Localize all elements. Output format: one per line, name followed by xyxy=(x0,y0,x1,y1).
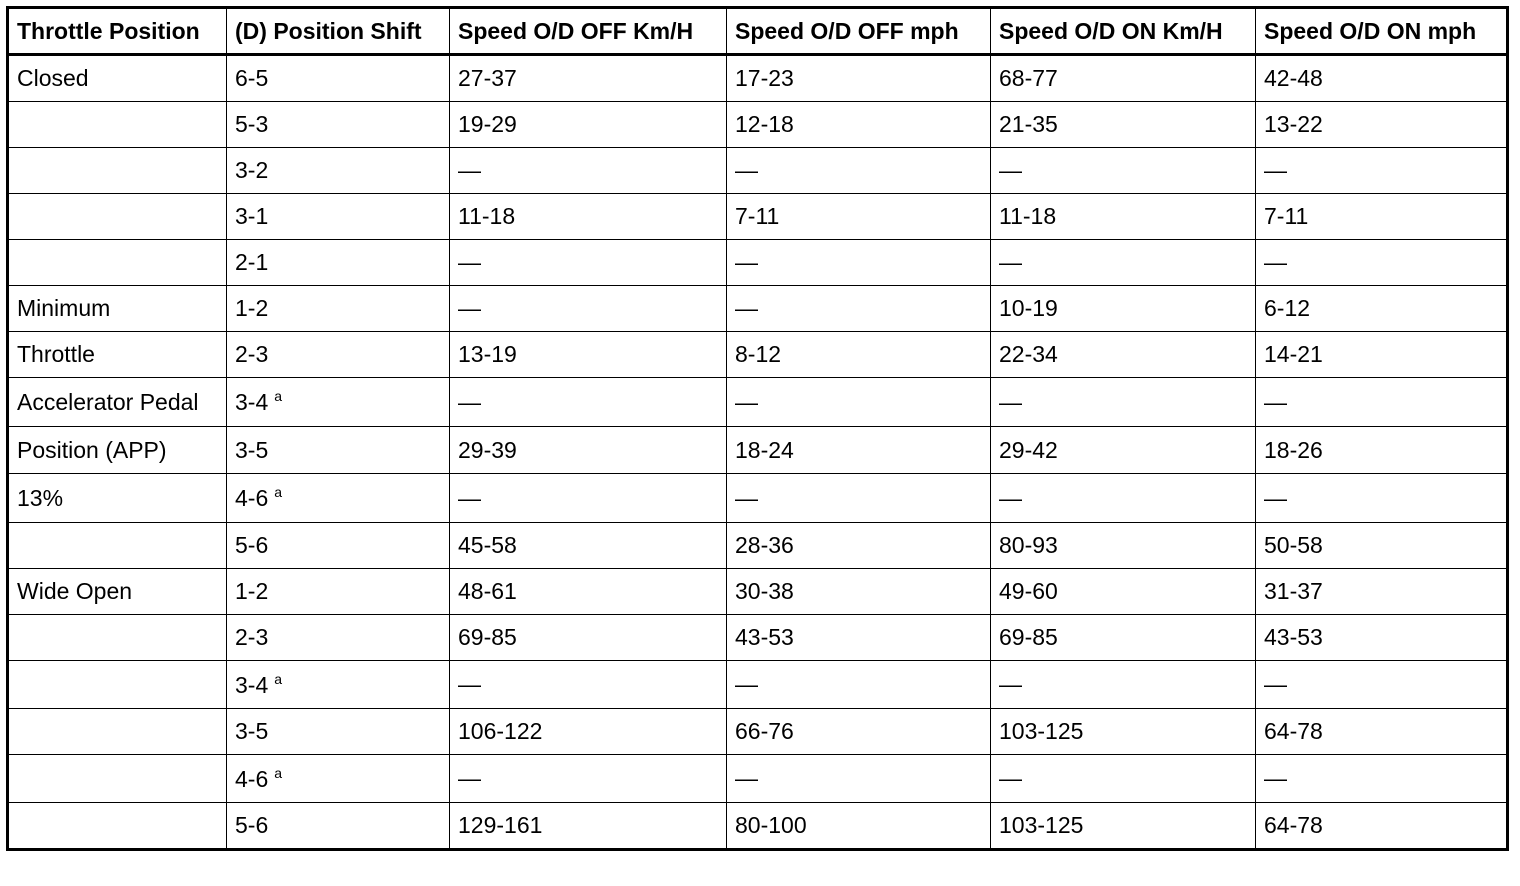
speed-off-kmh-cell: 129-161 xyxy=(450,803,727,850)
speed-off-kmh-cell: — xyxy=(450,661,727,709)
speed-on-kmh-cell: — xyxy=(991,755,1256,803)
speed-off-mph-cell: — xyxy=(727,378,991,427)
speed-off-mph-cell: — xyxy=(727,148,991,194)
speed-off-kmh-cell: — xyxy=(450,286,727,332)
speed-on-kmh-cell: 103-125 xyxy=(991,803,1256,850)
speed-off-mph-cell: 28-36 xyxy=(727,523,991,569)
throttle-cell: Accelerator Pedal xyxy=(8,378,227,427)
speed-on-mph-cell: 13-22 xyxy=(1256,102,1508,148)
speed-on-kmh-cell: 29-42 xyxy=(991,427,1256,474)
speed-off-kmh-cell: 106-122 xyxy=(450,709,727,755)
table-row xyxy=(8,55,1508,102)
throttle-cell xyxy=(8,148,227,194)
speed-off-kmh-cell: 11-18 xyxy=(450,194,727,240)
table-row xyxy=(8,240,1508,286)
speed-off-kmh-cell: — xyxy=(450,378,727,427)
shift-cell xyxy=(227,523,450,569)
throttle-cell xyxy=(8,755,227,803)
speed-on-mph-cell: — xyxy=(1256,378,1508,427)
speed-off-mph-cell: 80-100 xyxy=(727,803,991,850)
shift-value: 6-5 xyxy=(235,65,269,91)
speed-on-mph-cell: 18-26 xyxy=(1256,427,1508,474)
throttle-cell xyxy=(8,194,227,240)
table-row xyxy=(8,803,1508,850)
speed-off-mph-cell: 30-38 xyxy=(727,569,991,615)
speed-off-mph-cell: — xyxy=(727,240,991,286)
speed-off-kmh-cell: — xyxy=(450,148,727,194)
speed-on-kmh-cell: — xyxy=(991,148,1256,194)
speed-on-kmh-cell: 68-77 xyxy=(991,55,1256,102)
speed-on-kmh-cell: 69-85 xyxy=(991,615,1256,661)
table-row xyxy=(8,615,1508,661)
speed-off-kmh-cell: — xyxy=(450,755,727,803)
table-row xyxy=(8,102,1508,148)
speed-on-mph-cell: — xyxy=(1256,474,1508,523)
table-row xyxy=(8,332,1508,378)
shift-value: 3-5 xyxy=(235,718,269,744)
shift-value: 2-3 xyxy=(235,624,269,650)
speed-off-kmh-cell: 45-58 xyxy=(450,523,727,569)
table-row xyxy=(8,661,1508,709)
table-row xyxy=(8,569,1508,615)
speed-on-kmh-cell: 21-35 xyxy=(991,102,1256,148)
speed-on-mph-cell: 42-48 xyxy=(1256,55,1508,102)
shift-cell xyxy=(227,102,450,148)
speed-on-kmh-cell: 22-34 xyxy=(991,332,1256,378)
speed-on-mph-cell: — xyxy=(1256,148,1508,194)
shift-cell xyxy=(227,378,450,427)
table-row xyxy=(8,427,1508,474)
speed-off-mph-cell: 43-53 xyxy=(727,615,991,661)
speed-on-kmh-cell: 80-93 xyxy=(991,523,1256,569)
speed-on-mph-cell: 64-78 xyxy=(1256,803,1508,850)
speed-off-mph-cell: 8-12 xyxy=(727,332,991,378)
speed-on-kmh-cell: 11-18 xyxy=(991,194,1256,240)
shift-cell xyxy=(227,755,450,803)
speed-on-mph-cell: 64-78 xyxy=(1256,709,1508,755)
header-speed-od-off-mph: Speed O/D OFF mph xyxy=(727,8,991,55)
shift-value: 5-6 xyxy=(235,812,269,838)
header-position-shift: (D) Position Shift xyxy=(227,8,450,55)
throttle-cell xyxy=(8,523,227,569)
shift-cell xyxy=(227,240,450,286)
footnote-marker: a xyxy=(274,764,283,781)
table-row xyxy=(8,709,1508,755)
table-row xyxy=(8,523,1508,569)
shift-value: 3-5 xyxy=(235,436,269,463)
shift-cell xyxy=(227,569,450,615)
speed-off-kmh-cell: 13-19 xyxy=(450,332,727,378)
throttle-cell: Throttle xyxy=(8,332,227,378)
throttle-cell: Closed xyxy=(8,55,227,102)
speed-off-mph-cell: 66-76 xyxy=(727,709,991,755)
shift-cell xyxy=(227,194,450,240)
speed-on-kmh-cell: — xyxy=(991,378,1256,427)
speed-on-kmh-cell: — xyxy=(991,240,1256,286)
footnote-marker: a xyxy=(274,484,283,500)
speed-on-kmh-cell: — xyxy=(991,474,1256,523)
speed-on-mph-cell: — xyxy=(1256,240,1508,286)
throttle-cell xyxy=(8,615,227,661)
speed-on-mph-cell: — xyxy=(1256,661,1508,709)
shift-cell xyxy=(227,709,450,755)
shift-value: 3-1 xyxy=(235,203,269,229)
header-speed-od-off-kmh: Speed O/D OFF Km/H xyxy=(450,8,727,55)
shift-value: 1-2 xyxy=(235,578,269,604)
speed-off-mph-cell: 18-24 xyxy=(727,427,991,474)
throttle-cell: 13% xyxy=(8,474,227,523)
speed-off-mph-cell: — xyxy=(727,474,991,523)
throttle-cell xyxy=(8,661,227,709)
shift-value: 3-4 xyxy=(235,671,269,698)
speed-on-kmh-cell: 10-19 xyxy=(991,286,1256,332)
shift-value: 5-6 xyxy=(235,532,269,558)
speed-on-kmh-cell: 103-125 xyxy=(991,709,1256,755)
shift-cell xyxy=(227,803,450,850)
shift-value: 2-3 xyxy=(235,341,269,367)
speed-off-mph-cell: 12-18 xyxy=(727,102,991,148)
header-speed-od-on-mph: Speed O/D ON mph xyxy=(1256,8,1508,55)
throttle-cell xyxy=(8,102,227,148)
table-row xyxy=(8,474,1508,523)
speed-on-kmh-cell: 49-60 xyxy=(991,569,1256,615)
shift-value: 3-2 xyxy=(235,157,269,183)
shift-value: 2-1 xyxy=(235,249,269,275)
shift-value: 3-4 xyxy=(235,389,269,415)
speed-on-mph-cell: — xyxy=(1256,755,1508,803)
shift-speed-table xyxy=(6,6,1509,851)
table-row xyxy=(8,148,1508,194)
speed-on-mph-cell: 6-12 xyxy=(1256,286,1508,332)
shift-cell xyxy=(227,474,450,523)
shift-cell xyxy=(227,427,450,474)
shift-cell xyxy=(227,615,450,661)
throttle-cell xyxy=(8,709,227,755)
shift-value: 4-6 xyxy=(235,765,269,792)
header-throttle-position: Throttle Position xyxy=(8,8,227,55)
speed-on-mph-cell: 14-21 xyxy=(1256,332,1508,378)
speed-off-kmh-cell: 19-29 xyxy=(450,102,727,148)
speed-on-mph-cell: 43-53 xyxy=(1256,615,1508,661)
shift-cell xyxy=(227,55,450,102)
shift-cell xyxy=(227,286,450,332)
speed-off-kmh-cell: 48-61 xyxy=(450,569,727,615)
throttle-cell xyxy=(8,803,227,850)
shift-cell xyxy=(227,661,450,709)
shift-value: 1-2 xyxy=(235,295,269,321)
table-header-row xyxy=(8,8,1508,55)
speed-off-kmh-cell: 69-85 xyxy=(450,615,727,661)
shift-cell xyxy=(227,148,450,194)
speed-off-mph-cell: — xyxy=(727,286,991,332)
speed-off-kmh-cell: 29-39 xyxy=(450,427,727,474)
speed-off-mph-cell: 17-23 xyxy=(727,55,991,102)
throttle-cell xyxy=(8,240,227,286)
table-row xyxy=(8,194,1508,240)
speed-off-kmh-cell: — xyxy=(450,474,727,523)
shift-cell xyxy=(227,332,450,378)
shift-speed-table-container xyxy=(6,6,1506,851)
speed-off-kmh-cell: — xyxy=(450,240,727,286)
speed-off-mph-cell: — xyxy=(727,755,991,803)
table-row xyxy=(8,378,1508,427)
header-speed-od-on-kmh: Speed O/D ON Km/H xyxy=(991,8,1256,55)
speed-off-mph-cell: — xyxy=(727,661,991,709)
throttle-cell: Wide Open xyxy=(8,569,227,615)
footnote-marker: a xyxy=(274,670,283,687)
speed-on-kmh-cell: — xyxy=(991,661,1256,709)
throttle-cell: Position (APP) xyxy=(8,427,227,474)
speed-off-kmh-cell: 27-37 xyxy=(450,55,727,102)
table-row xyxy=(8,286,1508,332)
speed-on-mph-cell: 7-11 xyxy=(1256,194,1508,240)
shift-value: 5-3 xyxy=(235,111,269,137)
speed-on-mph-cell: 31-37 xyxy=(1256,569,1508,615)
shift-value: 4-6 xyxy=(235,485,269,511)
table-row xyxy=(8,755,1508,803)
speed-on-mph-cell: 50-58 xyxy=(1256,523,1508,569)
speed-off-mph-cell: 7-11 xyxy=(727,194,991,240)
throttle-cell: Minimum xyxy=(8,286,227,332)
footnote-marker: a xyxy=(274,388,283,404)
